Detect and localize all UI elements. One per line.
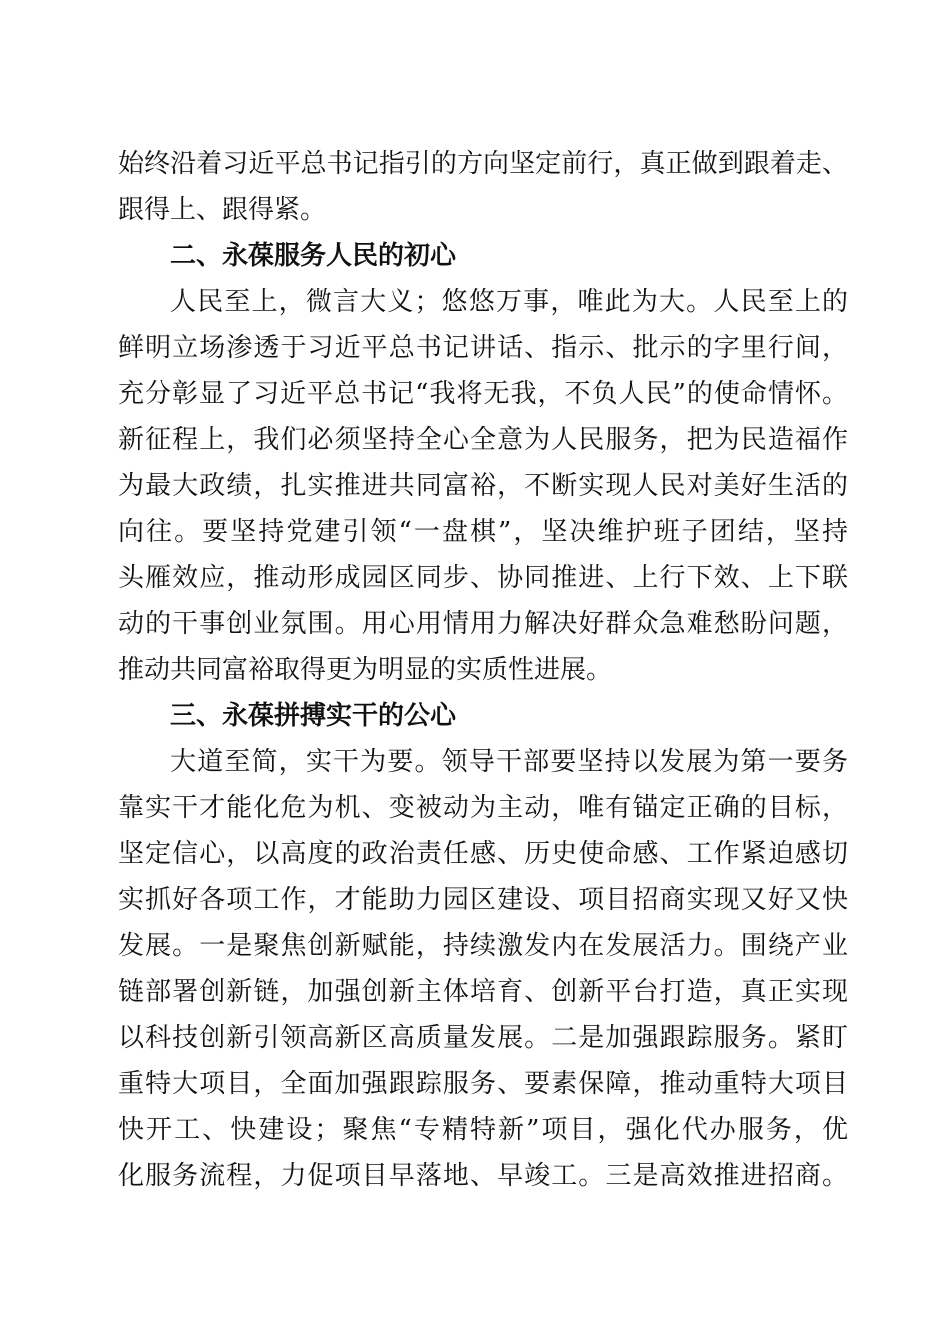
body-text-line: 始终沿着习近平总书记指引的方向坚定前行，真正做到跟着走、 [118, 149, 848, 179]
body-text-line: 实抓好各项工作，才能助力园区建设、项目招商实现又好又快 [118, 885, 848, 915]
body-text-line: 跟得上、跟得紧。 [118, 195, 327, 225]
body-text-line: 化服务流程，力促项目早落地、早竣工。三是高效推进招商。 [118, 1161, 848, 1191]
body-text-line: 快开工、快建设；聚焦“专精特新”项目，强化代办服务，优 [118, 1115, 848, 1145]
paragraph-first-line: 大道至简，实干为要。领导干部要坚持以发展为第一要务 [170, 747, 848, 777]
body-text-line: 新征程上，我们必须坚持全心全意为人民服务，把为民造福作 [118, 425, 848, 455]
body-text-line: 坚定信心，以高度的政治责任感、历史使命感、工作紧迫感切 [118, 839, 848, 869]
body-text-line: 链部署创新链，加强创新主体培育、创新平台打造，真正实现 [118, 977, 848, 1007]
section-heading: 二、永葆服务人民的初心 [170, 241, 457, 271]
body-text-line: 推动共同富裕取得更为明显的实质性进展。 [118, 655, 613, 685]
body-text-line: 发展。一是聚焦创新赋能，持续激发内在发展活力。围绕产业 [118, 931, 848, 961]
paragraph-first-line: 人民至上，微言大义；悠悠万事，唯此为大。人民至上的 [170, 287, 848, 317]
body-text-line: 向往。要坚持党建引领“一盘棋”，坚决维护班子团结，坚持 [118, 517, 848, 547]
body-text-line: 充分彰显了习近平总书记“我将无我，不负人民”的使命情怀。 [118, 379, 848, 409]
body-text-line: 鲜明立场渗透于习近平总书记讲话、指示、批示的字里行间， [118, 333, 848, 363]
section-heading: 三、永葆拼搏实干的公心 [170, 701, 457, 731]
body-text-line: 以科技创新引领高新区高质量发展。二是加强跟踪服务。紧盯 [118, 1023, 848, 1053]
body-text-line: 为最大政绩，扎实推进共同富裕，不断实现人民对美好生活的 [118, 471, 848, 501]
body-text-line: 动的干事创业氛围。用心用情用力解决好群众急难愁盼问题， [118, 609, 848, 639]
body-text-line: 靠实干才能化危为机、变被动为主动，唯有锚定正确的目标， [118, 793, 848, 823]
body-text-line: 重特大项目，全面加强跟踪服务、要素保障，推动重特大项目 [118, 1069, 848, 1099]
body-text-line: 头雁效应，推动形成园区同步、协同推进、上行下效、上下联 [118, 563, 848, 593]
